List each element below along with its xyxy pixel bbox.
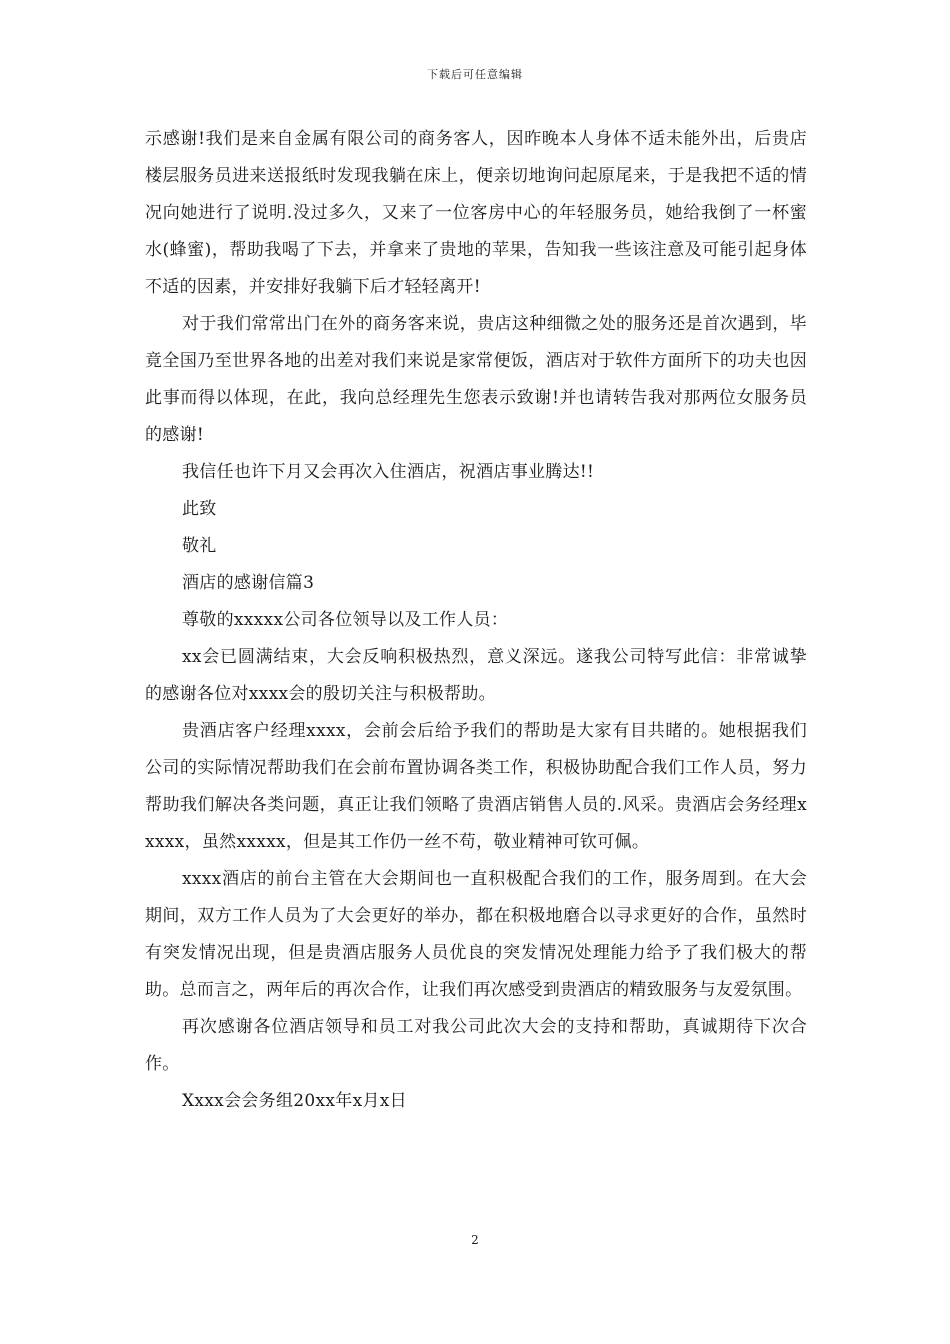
closing-salutation: 此致: [182, 499, 217, 519]
signature-line: Xxxx会会务组20xx年x月x日: [182, 1091, 407, 1111]
document-body: [145, 121, 807, 1120]
paragraph-1: 示感谢!我们是来自金属有限公司的商务客人，因昨晚本人身体不适未能外出，后贵店楼层服务员进来送报纸时发现我躺在床上，便亲切地询问起原尾来，于是我把不适的情况向她进行了说明.没过多久，又来了一位客房中心的年轻服务员，她给我倒了一杯蜜水(蜂蜜)，帮助我喝了下去，并拿来了贵地的苹果，告知我一些该注意及可能引起身体不适的因素，并安排好我躺下后才轻轻离开!: [145, 129, 807, 297]
page-header: 下载后可任意编辑: [427, 68, 523, 81]
letter-greeting: 尊敬的xxxxx公司各位领导以及工作人员：: [182, 610, 509, 630]
closing-regards: 敬礼: [182, 536, 217, 556]
paragraph-4: xx会已圆满结束，大会反响积极热烈，意义深远。遂我公司特写此信：非常诚挚的感谢各位对xxxx会的殷切关注与积极帮助。: [145, 647, 807, 704]
section-title: 酒店的感谢信篇3: [182, 573, 315, 593]
paragraph-2: 对于我们常常出门在外的商务客来说，贵店这种细微之处的服务还是首次遇到，毕竟全国乃至世界各地的出差对我们来说是家常便饭，酒店对于软件方面所下的功夫也因此事而得以体现，在此，我向总经理先生您表示致谢!并也请转告我对那两位女服务员的感谢!: [145, 314, 807, 445]
paragraph-7: 再次感谢各位酒店领导和员工对我公司此次大会的支持和帮助，真诚期待下次合作。: [145, 1017, 807, 1074]
paragraph-5: 贵酒店客户经理xxxx，会前会后给予我们的帮助是大家有目共睹的。她根据我们公司的实际情况帮助我们在会前布置协调各类工作，积极协助配合我们工作人员，努力帮助我们解决各类问题，真正让我们领略了贵酒店销售人员的.风采。贵酒店会务经理xxxxx，虽然xxxxx，但是其工作仍一丝不苟，敬业精神可钦可佩。: [145, 721, 807, 852]
page-number: 2: [471, 1233, 479, 1247]
paragraph-3: 我信任也许下月又会再次入住酒店，祝酒店事业腾达!!: [182, 462, 595, 482]
paragraph-6: xxxx酒店的前台主管在大会期间也一直积极配合我们的工作，服务周到。在大会期间，双方工作人员为了大会更好的举办，都在积极地磨合以寻求更好的合作，虽然时有突发情况出现，但是贵酒店服务人员优良的突发情况处理能力给予了我们极大的帮助。总而言之，两年后的再次合作，让我们再次感受到贵酒店的精致服务与友爱氛围。: [145, 869, 807, 1000]
